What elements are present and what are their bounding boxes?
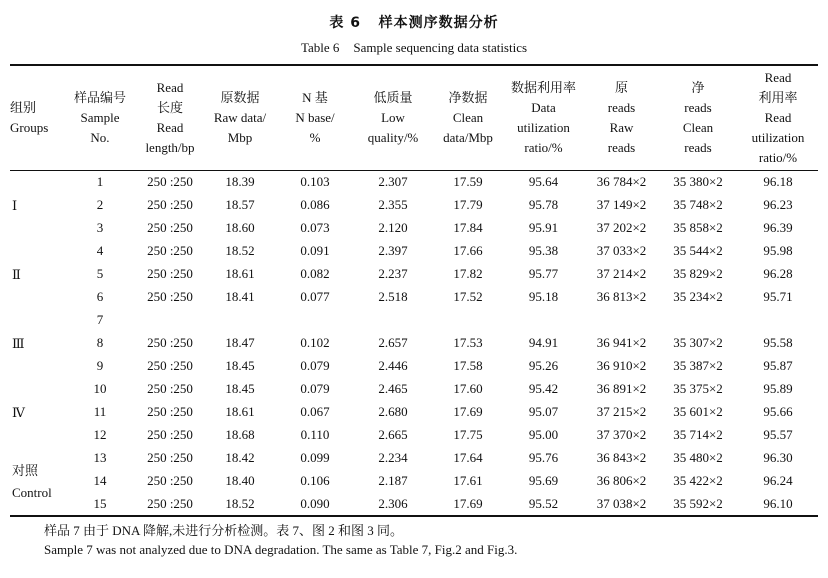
column-header-read-length <box>138 66 202 170</box>
cell-low-quality: 2.307 <box>378 174 408 189</box>
cell-read-utilization: 96.30 <box>763 450 793 465</box>
cell-read-length: 250 :250 <box>147 266 193 281</box>
column-header-line: Data <box>531 100 556 115</box>
cell-low-quality: 2.187 <box>378 473 408 488</box>
cell-raw-data: 18.61 <box>225 404 255 419</box>
cell-read-utilization <box>738 309 818 331</box>
cell-read-length: 250 :250 <box>147 335 193 350</box>
cell-sample-no: 14 <box>93 473 107 488</box>
cell-clean-reads: 35 375×2 <box>673 381 723 396</box>
cell-data-utilization: 95.69 <box>528 473 559 488</box>
column-header-raw-reads <box>585 66 658 170</box>
column-header-line: reads <box>684 140 712 155</box>
cell-sample-no: 1 <box>96 174 104 189</box>
cell-read-length: 250 :250 <box>147 220 193 235</box>
cell-sample-no: 11 <box>93 404 107 419</box>
cell-low-quality: 2.397 <box>378 243 408 258</box>
cell-read-length <box>138 309 202 331</box>
cell-clean-reads: 35 592×2 <box>673 496 723 511</box>
cell-n-base: 0.102 <box>300 335 330 350</box>
cell-raw-reads: 37 033×2 <box>596 243 647 258</box>
group-label <box>12 460 52 504</box>
cell-raw-reads: 36 941×2 <box>596 335 647 350</box>
column-header-line: 长度 <box>156 100 183 115</box>
cell-data-utilization: 95.52 <box>528 496 559 511</box>
cell-clean-reads: 35 748×2 <box>673 197 723 212</box>
column-header-line: 净数据 <box>448 90 488 105</box>
cell-data-utilization: 95.26 <box>528 358 559 373</box>
cell-raw-data: 18.52 <box>225 496 255 511</box>
cell-n-base: 0.073 <box>300 220 330 235</box>
cell-n-base: 0.103 <box>300 174 330 189</box>
table-footnote-en: Sample 7 was not analyzed due to DNA degradation. The same as Table 7, Fig.2 and Fig.3. <box>44 542 518 557</box>
cell-raw-data: 18.42 <box>225 450 255 465</box>
cell-data-utilization <box>502 309 585 331</box>
cell-read-utilization: 95.87 <box>763 358 793 373</box>
cell-n-base: 0.099 <box>300 450 330 465</box>
cell-raw-reads: 36 891×2 <box>596 381 647 396</box>
column-header-line: Mbp <box>227 130 253 145</box>
cell-clean-reads: 35 480×2 <box>673 450 723 465</box>
cell-n-base: 0.079 <box>300 358 330 373</box>
cell-read-length: 250 :250 <box>147 427 193 442</box>
column-header-line: N base/ <box>295 110 335 125</box>
group-label-line: Ⅲ <box>12 335 25 351</box>
column-header-line: Read <box>156 80 184 95</box>
cell-raw-data: 18.47 <box>225 335 255 350</box>
cell-clean-reads: 35 829×2 <box>673 266 723 281</box>
cell-low-quality: 2.446 <box>378 358 408 373</box>
cell-low-quality: 2.120 <box>378 220 408 235</box>
cell-clean-reads: 35 858×2 <box>673 220 723 235</box>
cell-low-quality: 2.237 <box>378 266 408 281</box>
cell-data-utilization: 95.42 <box>528 381 559 396</box>
column-header-line: reads <box>607 100 636 115</box>
column-header-line: Read <box>764 70 792 85</box>
cell-clean-reads: 35 380×2 <box>673 174 723 189</box>
cell-n-base: 0.067 <box>300 404 330 419</box>
cell-n-base: 0.091 <box>300 243 330 258</box>
cell-clean-data: 17.82 <box>453 266 483 281</box>
group-label <box>12 333 25 355</box>
cell-low-quality <box>352 309 434 331</box>
column-header-line: 原 <box>614 80 628 95</box>
cell-clean-reads: 35 544×2 <box>673 243 723 258</box>
cell-raw-reads: 37 215×2 <box>596 404 647 419</box>
cell-raw-reads: 36 910×2 <box>596 358 647 373</box>
cell-raw-reads: 36 813×2 <box>596 289 647 304</box>
cell-sample-no: 8 <box>96 335 104 350</box>
cell-read-utilization: 95.57 <box>763 427 793 442</box>
column-header-line: % <box>309 130 321 145</box>
cell-clean-data: 17.64 <box>453 450 483 465</box>
cell-low-quality: 2.657 <box>378 335 408 350</box>
column-header-line: ratio/% <box>524 140 563 155</box>
cell-raw-data <box>202 309 278 331</box>
column-header-line: reads <box>684 100 712 115</box>
column-header-line: Clean <box>682 120 714 135</box>
cell-low-quality: 2.518 <box>378 289 408 304</box>
cell-clean-data: 17.79 <box>453 197 483 212</box>
cell-read-length: 250 :250 <box>147 496 193 511</box>
table-caption-cn <box>0 12 828 32</box>
cell-read-utilization: 96.18 <box>763 174 793 189</box>
cell-data-utilization: 95.07 <box>528 404 559 419</box>
cell-n-base: 0.086 <box>300 197 330 212</box>
cell-data-utilization: 95.77 <box>528 266 559 281</box>
cell-raw-data: 18.45 <box>225 358 255 373</box>
cell-low-quality: 2.665 <box>378 427 408 442</box>
cell-n-base: 0.110 <box>300 427 330 442</box>
column-header-line: Low <box>381 110 405 125</box>
column-header-line: utilization <box>517 120 570 135</box>
cell-clean-data: 17.69 <box>453 404 483 419</box>
group-label-line: Ⅱ <box>12 266 21 282</box>
column-header-line: length/bp <box>145 140 195 155</box>
cell-data-utilization: 94.91 <box>528 335 559 350</box>
cell-raw-data: 18.40 <box>225 473 255 488</box>
cell-low-quality: 2.465 <box>378 381 408 396</box>
cell-clean-data: 17.66 <box>453 243 483 258</box>
column-header-line: Read <box>156 120 184 135</box>
cell-read-utilization: 96.24 <box>763 473 793 488</box>
cell-data-utilization: 95.18 <box>528 289 559 304</box>
cell-read-length: 250 :250 <box>147 358 193 373</box>
cell-data-utilization: 95.00 <box>528 427 559 442</box>
cell-read-length: 250 :250 <box>147 174 193 189</box>
column-header-line: Raw <box>609 120 634 135</box>
column-header-line: 数据利用率 <box>510 80 576 95</box>
cell-read-utilization: 96.39 <box>763 220 793 235</box>
cell-read-length: 250 :250 <box>147 381 193 396</box>
column-header-sample-no <box>62 66 138 170</box>
cell-clean-reads: 35 422×2 <box>673 473 723 488</box>
cell-raw-data: 18.52 <box>225 243 255 258</box>
table-bottom-rule <box>10 515 818 517</box>
cell-n-base: 0.077 <box>300 289 330 304</box>
column-header-raw-data <box>202 66 278 170</box>
column-header-line: No. <box>90 130 110 145</box>
cell-read-utilization: 96.28 <box>763 266 793 281</box>
cell-read-utilization: 95.71 <box>763 289 793 304</box>
cell-clean-reads: 35 601×2 <box>673 404 723 419</box>
cell-clean-data: 17.84 <box>453 220 483 235</box>
cell-raw-reads: 36 806×2 <box>596 473 647 488</box>
cell-read-length: 250 :250 <box>147 243 193 258</box>
group-label-line: Control <box>12 484 52 500</box>
cell-raw-reads: 36 784×2 <box>596 174 647 189</box>
table-footnote-cn: 样品 7 由于 DNA 降解,未进行分析检测。表 7、图 2 和图 3 同。 <box>44 523 403 538</box>
column-header-line: Clean <box>452 110 484 125</box>
cell-read-length: 250 :250 <box>147 404 193 419</box>
column-header-groups <box>10 66 62 170</box>
column-header-line: 原数据 <box>220 90 260 105</box>
column-header-data-utilization <box>502 66 585 170</box>
cell-clean-reads: 35 234×2 <box>673 289 723 304</box>
cell-low-quality: 2.355 <box>378 197 408 212</box>
cell-data-utilization: 95.64 <box>528 174 559 189</box>
group-label <box>12 402 25 424</box>
cell-clean-data: 17.53 <box>453 335 483 350</box>
cell-n-base: 0.106 <box>300 473 330 488</box>
cell-read-length: 250 :250 <box>147 473 193 488</box>
column-header-line: Sample <box>80 110 120 125</box>
cell-sample-no: 15 <box>93 496 107 511</box>
column-header-low-quality <box>352 66 434 170</box>
table-title-en: Sample sequencing data statistics <box>353 40 528 55</box>
group-label <box>12 195 17 217</box>
cell-clean-reads: 35 714×2 <box>673 427 723 442</box>
cell-raw-reads: 37 214×2 <box>596 266 647 281</box>
cell-data-utilization: 95.78 <box>528 197 559 212</box>
column-header-clean-reads <box>658 66 738 170</box>
cell-raw-data: 18.61 <box>225 266 255 281</box>
column-header-line: 低质量 <box>373 90 413 105</box>
cell-clean-data: 17.69 <box>453 496 483 511</box>
cell-raw-reads: 37 038×2 <box>596 496 647 511</box>
column-header-n-base <box>278 66 352 170</box>
cell-sample-no: 6 <box>96 289 104 304</box>
column-header-line: ratio/% <box>758 150 798 165</box>
table-label-en: Table 6 <box>300 40 340 55</box>
cell-raw-data: 18.41 <box>225 289 255 304</box>
cell-read-utilization: 95.89 <box>763 381 793 396</box>
cell-clean-reads: 35 387×2 <box>673 358 723 373</box>
cell-read-length: 250 :250 <box>147 289 193 304</box>
column-header-line: quality/% <box>367 130 419 145</box>
cell-sample-no: 10 <box>93 381 107 396</box>
cell-clean-data: 17.61 <box>453 473 483 488</box>
table-label-cn: 表 6 <box>329 15 361 31</box>
cell-read-utilization: 95.98 <box>763 243 793 258</box>
cell-read-utilization: 95.58 <box>763 335 793 350</box>
cell-read-length: 250 :250 <box>147 197 193 212</box>
cell-raw-reads <box>585 309 658 331</box>
column-header-line: reads <box>607 140 636 155</box>
cell-raw-data: 18.57 <box>225 197 255 212</box>
cell-clean-data <box>434 309 502 331</box>
cell-clean-reads <box>658 309 738 331</box>
group-label-line: Ⅳ <box>12 404 25 420</box>
cell-raw-data: 18.60 <box>225 220 255 235</box>
cell-clean-data: 17.59 <box>453 174 483 189</box>
cell-n-base: 0.090 <box>300 496 330 511</box>
cell-raw-reads: 37 370×2 <box>596 427 647 442</box>
cell-clean-reads: 35 307×2 <box>673 335 723 350</box>
group-label-line: Ⅰ <box>12 197 18 213</box>
cell-sample-no: 13 <box>93 450 107 465</box>
column-header-line: 净 <box>691 80 705 95</box>
cell-data-utilization: 95.91 <box>528 220 559 235</box>
cell-sample-no: 2 <box>96 197 104 212</box>
cell-read-length: 250 :250 <box>147 450 193 465</box>
cell-sample-no: 4 <box>96 243 104 258</box>
cell-n-base: 0.079 <box>300 381 330 396</box>
cell-low-quality: 2.680 <box>378 404 408 419</box>
cell-read-utilization: 96.23 <box>763 197 793 212</box>
column-header-line: Raw data/ <box>213 110 267 125</box>
cell-low-quality: 2.306 <box>378 496 408 511</box>
cell-raw-reads: 37 202×2 <box>596 220 647 235</box>
column-header-line: Read <box>764 110 792 125</box>
column-header-read-utilization <box>738 66 818 170</box>
column-header-clean-data <box>434 66 502 170</box>
cell-n-base: 0.082 <box>300 266 330 281</box>
column-header-line: Groups <box>10 120 49 135</box>
column-header-line: N 基 <box>302 90 328 105</box>
column-header-line: data/Mbp <box>443 130 493 145</box>
cell-n-base <box>278 309 352 331</box>
cell-sample-no: 12 <box>93 427 107 442</box>
cell-low-quality: 2.234 <box>378 450 408 465</box>
cell-raw-data: 18.68 <box>225 427 255 442</box>
group-label-line: 对照 <box>12 462 39 478</box>
column-header-line: 样品编号 <box>73 90 126 105</box>
column-header-line: 组别 <box>10 100 37 115</box>
cell-read-utilization: 95.66 <box>763 404 793 419</box>
cell-read-utilization: 96.10 <box>763 496 793 511</box>
cell-data-utilization: 95.38 <box>528 243 559 258</box>
table-caption-en <box>0 40 828 56</box>
cell-clean-data: 17.52 <box>453 289 483 304</box>
column-header-line: utilization <box>751 130 805 145</box>
cell-sample-no: 9 <box>96 358 104 373</box>
cell-raw-reads: 36 843×2 <box>596 450 647 465</box>
cell-clean-data: 17.75 <box>453 427 483 442</box>
cell-raw-reads: 37 149×2 <box>596 197 647 212</box>
column-header-line: 利用率 <box>758 90 798 105</box>
cell-clean-data: 17.60 <box>453 381 483 396</box>
cell-clean-data: 17.58 <box>453 358 483 373</box>
cell-raw-data: 18.39 <box>225 174 255 189</box>
cell-sample-no: 7 <box>96 312 104 327</box>
group-label <box>12 264 21 286</box>
table-title-cn: 样本测序数据分析 <box>378 15 499 31</box>
cell-sample-no: 5 <box>96 266 104 281</box>
cell-sample-no: 3 <box>96 220 104 235</box>
cell-raw-data: 18.45 <box>225 381 255 396</box>
cell-data-utilization: 95.76 <box>528 450 559 465</box>
